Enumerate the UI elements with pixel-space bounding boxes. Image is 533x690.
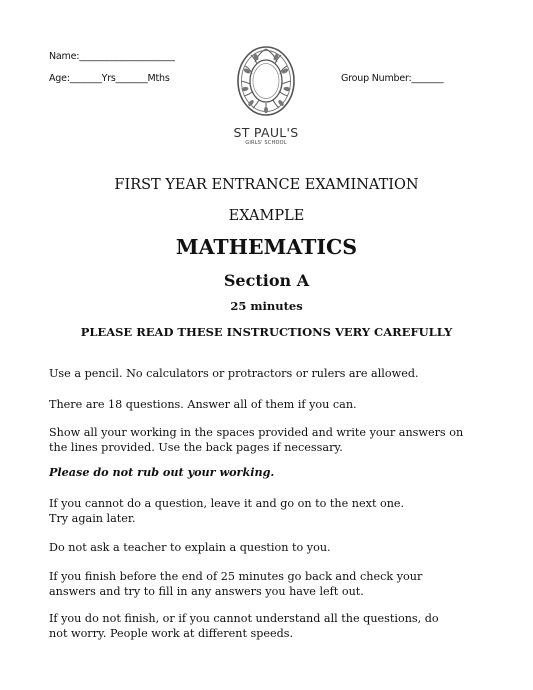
instruction-line: not worry. People work at different speeds.	[49, 627, 294, 640]
exam-title: FIRST YEAR ENTRANCE EXAMINATION	[114, 177, 419, 193]
wreath-emblem-icon	[235, 44, 297, 118]
school-subtitle: GIRLS' SCHOOL	[245, 140, 287, 146]
instruction-question-count: There are 18 questions. Answer all of them if you can.	[49, 398, 357, 411]
instruction-no-rub-out: Please do not rub out your working.	[49, 465, 275, 479]
instruction-line: Try again later.	[49, 512, 136, 525]
instruction-check-answers	[49, 569, 519, 599]
instruction-pencil: Use a pencil. No calculators or protractors or rulers are allowed.	[49, 367, 419, 380]
instruction-line: answers and try to fill in any answers you have left out.	[49, 585, 364, 598]
school-logo	[226, 44, 306, 146]
instruction-show-working	[49, 425, 519, 455]
instructions-heading: PLEASE READ THESE INSTRUCTIONS VERY CAREFULLY	[80, 325, 453, 339]
instruction-line: If you do not finish, or if you cannot understand all the questions, do	[49, 612, 439, 625]
instruction-line: If you cannot do a question, leave it and go on to the next one.	[49, 497, 405, 510]
instruction-no-teacher-help: Do not ask a teacher to explain a question to you.	[49, 541, 331, 554]
example-label: EXAMPLE	[228, 208, 305, 224]
section-title: Section A	[223, 271, 310, 290]
instruction-line: If you finish before the end of 25 minutes go back and check your	[49, 570, 423, 583]
group-number-field: Group Number:_______	[341, 73, 444, 84]
instruction-skip-question	[49, 496, 519, 526]
name-field: Name:_____________________	[49, 51, 175, 62]
instruction-do-not-worry	[49, 611, 519, 641]
age-field: Age:_______Yrs_______Mths	[49, 73, 170, 84]
instruction-line: Show all your working in the spaces provided and write your answers on	[49, 426, 464, 439]
school-name: ST PAUL'S	[233, 125, 299, 140]
subject-title: MATHEMATICS	[175, 235, 358, 259]
duration-label: 25 minutes	[230, 299, 303, 313]
instruction-line: the lines provided. Use the back pages if necessary.	[49, 441, 343, 454]
